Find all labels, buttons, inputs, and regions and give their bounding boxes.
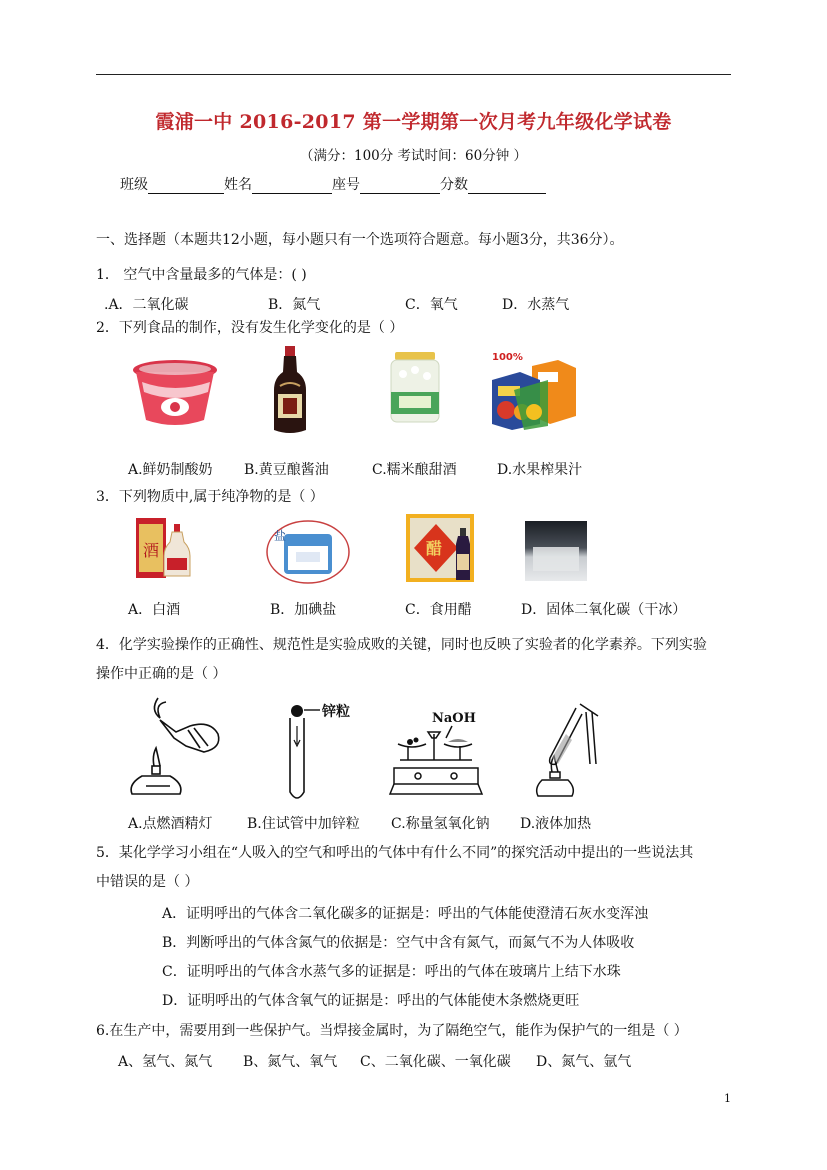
q2-option-d: D.水果榨果汁 (497, 462, 583, 478)
soy-sauce-image (272, 346, 308, 434)
q6-option-b: B、氮气、氧气 (243, 1054, 338, 1070)
q5-option-a: A．证明呼出的气体含二氧化碳多的证据是：呼出的气体能使澄清石灰水变浑浊 (162, 906, 649, 922)
q5-option-b: B．判断呼出的气体含氮气的依据是：空气中含有氮气，而氮气不为人体吸收 (162, 935, 635, 951)
q1-option-d: D．水蒸气 (502, 297, 570, 313)
q5-option-d: D．证明呼出的气体含氧气的证据是：呼出的气体能使木条燃烧更旺 (162, 993, 580, 1009)
q4-option-d: D.液体加热 (520, 816, 592, 832)
q6-option-a: A、氢气、氮气 (118, 1054, 213, 1070)
vinegar-char: 醋 (426, 539, 443, 558)
section-heading: 一、选择题（本题共12小题，每小题只有一个选项符合题意。每小题3分，共36分）。 (96, 232, 624, 248)
q1-stem: 1． 空气中含量最多的气体是：( ) (96, 267, 307, 283)
q3-option-d: D．固体二氧化碳（干冰） (521, 602, 687, 618)
class-blank[interactable] (148, 178, 224, 194)
naoh-label: NaOH (432, 711, 476, 726)
page-number: 1 (724, 1092, 731, 1105)
balance-naoh-image (388, 704, 484, 798)
zinc-label: 锌粒 (322, 704, 350, 720)
liquor-image (136, 514, 192, 580)
q6-stem: 6.在生产中，需要用到一些保护气。当焊接金属时，为了隔绝空气，能作为保护气的一组是（ ） (96, 1023, 688, 1039)
q2-option-c: C.糯米酿甜酒 (372, 462, 457, 478)
q2-stem: 2．下列食品的制作，没有发生化学变化的是（ ） (96, 320, 404, 336)
q6-option-d: D、氮气、氩气 (536, 1054, 632, 1070)
test-tube-zinc-image (286, 700, 366, 808)
dry-ice-image (525, 521, 587, 581)
juice-100-label: 100% (492, 352, 523, 363)
vinegar-image (406, 514, 476, 584)
salt-image (266, 520, 350, 584)
name-blank[interactable] (252, 178, 332, 194)
q3-option-c: C．食用醋 (405, 602, 472, 618)
q1-option-b: B．氮气 (268, 297, 321, 313)
liquor-char: 酒 (143, 541, 160, 560)
q3-option-b: B．加碘盐 (270, 602, 337, 618)
q4-option-a: A.点燃酒精灯 (128, 816, 213, 832)
q5-stem-line2: 中错误的是（ ） (96, 874, 199, 890)
liquid-heating-image (536, 700, 612, 800)
q2-option-a: A.鲜奶制酸奶 (128, 462, 213, 478)
name-label: 姓名 (224, 177, 252, 193)
q2-option-b: B.黄豆酿酱油 (244, 462, 329, 478)
exam-info: （满分：100分 考试时间：60分钟 ） (299, 148, 528, 164)
lamp-lighting-image (130, 696, 230, 800)
q5-stem-line1: 5．某化学学习小组在“人吸入的空气和呼出的气体中有什么不同”的探究活动中提出的一些说法其 (96, 845, 694, 861)
q3-option-a: A．白酒 (128, 602, 181, 618)
class-label: 班级 (120, 177, 148, 193)
score-label: 分数 (440, 177, 468, 193)
salt-char: 盐 (274, 529, 287, 543)
top-rule (96, 74, 731, 75)
student-info-row (120, 174, 546, 194)
q3-stem: 3．下列物质中,属于纯净物的是（ ） (96, 489, 324, 505)
seat-label: 座号 (332, 177, 360, 193)
juice-image (490, 350, 580, 430)
rice-wine-image (389, 352, 441, 426)
score-blank[interactable] (468, 178, 546, 194)
q4-stem-line2: 操作中正确的是（ ） (96, 666, 227, 682)
page-title: 霞浦一中 2016-2017 第一学期第一次月考九年级化学试卷 (155, 111, 672, 133)
q5-option-c: C．证明呼出的气体含水蒸气多的证据是：呼出的气体在玻璃片上结下水珠 (162, 964, 621, 980)
q6-option-c: C、二氧化碳、一氧化碳 (360, 1054, 511, 1070)
q1-option-a: .A．二氧化碳 (104, 297, 189, 313)
q4-option-b: B.住试管中加锌粒 (247, 816, 360, 832)
seat-blank[interactable] (360, 178, 440, 194)
q4-option-c: C.称量氢氧化钠 (391, 816, 490, 832)
q1-option-c: C．氧气 (405, 297, 458, 313)
q4-stem-line1: 4．化学实验操作的正确性、规范性是实验成败的关键，同时也反映了实验者的化学素养。下列实验 (96, 637, 707, 653)
yogurt-image (132, 358, 218, 428)
